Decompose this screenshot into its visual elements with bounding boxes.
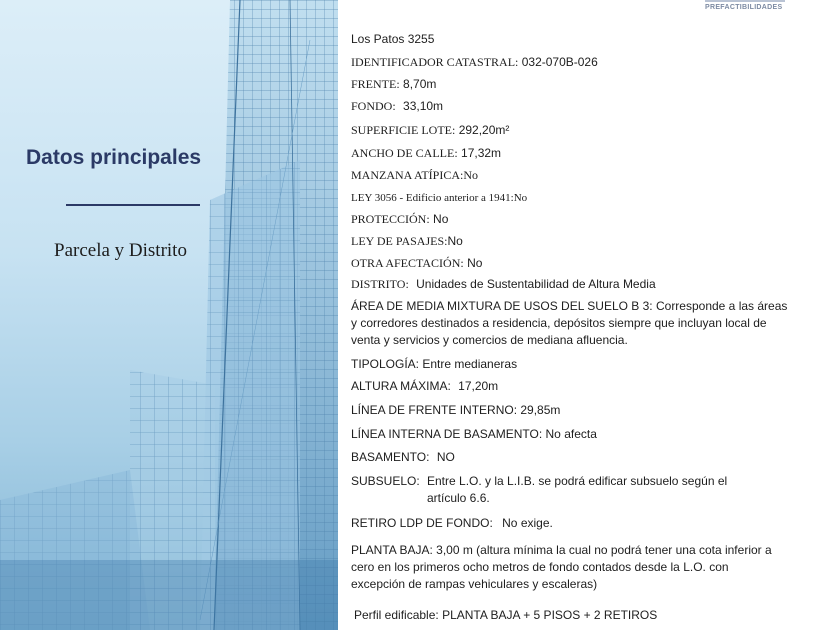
otra-afectacion-row	[351, 255, 821, 272]
section-title: Datos principales	[26, 146, 202, 169]
linea-basamento-value: No afecta	[545, 427, 597, 441]
left-panel	[0, 0, 338, 630]
ley3056-row	[351, 189, 821, 207]
building-illustration	[0, 0, 338, 630]
proteccion-value: No	[433, 212, 449, 226]
perfil-row	[354, 607, 824, 624]
perfil-value: PLANTA BAJA + 5 PISOS + 2 RETIROS	[442, 608, 658, 622]
tipologia-value: Entre medianeras	[422, 357, 518, 371]
altura-row	[351, 378, 821, 395]
frente-label: FRENTE:	[351, 77, 400, 91]
ley-pasajes-row	[351, 233, 821, 250]
perfil-label: Perfil edificable:	[354, 608, 439, 622]
linea-frente-label: LÍNEA DE FRENTE INTERNO:	[351, 403, 518, 417]
proteccion-row	[351, 211, 821, 228]
area-mixtura-line-3: venta y servicios y comercios de mediana afluencia.	[351, 333, 628, 347]
retiro-row	[351, 515, 821, 532]
logo-text: PREFACTIBILIDADES	[705, 0, 785, 14]
tipologia-label: TIPOLOGÍA:	[351, 357, 420, 371]
basamento-row	[351, 449, 821, 466]
linea-frente-value: 29,85m	[520, 403, 561, 417]
area-mixtura-line-1: ÁREA DE MEDIA MIXTURA DE USOS DEL SUELO B 3: Corresponde a las áreas	[351, 299, 788, 313]
proteccion-label: PROTECCIÓN:	[351, 212, 430, 226]
manzana-label: MANZANA ATÍPICA:	[351, 168, 464, 182]
frente-row	[351, 76, 821, 93]
ancho-calle-label: ANCHO DE CALLE:	[351, 146, 458, 160]
subsuelo-block	[351, 473, 821, 507]
subsuelo-line-1: Entre L.O. y la L.I.B. se podrá edificar subsuelo según el	[427, 474, 728, 488]
catastral-value: 032-070B-026	[521, 55, 598, 69]
subsuelo-label: SUBSUELO:	[351, 474, 420, 488]
superficie-value: 292,20m²	[458, 123, 510, 137]
manzana-value: No	[463, 168, 479, 182]
superficie-label: SUPERFICIE LOTE:	[351, 123, 456, 137]
linea-frente-row	[351, 402, 821, 419]
planta-baja-line-1: PLANTA BAJA: 3,00 m (altura mínima la cual no podrá tener una cota inferior a	[351, 543, 772, 557]
planta-baja-line-3: excepción de rampas vehiculares y escaleras)	[351, 577, 598, 591]
address-value: Los Patos 3255	[351, 32, 435, 46]
ley-pasajes-value: No	[447, 234, 463, 248]
catastral-label: IDENTIFICADOR CATASTRAL:	[351, 55, 519, 69]
planta-baja-block	[351, 542, 821, 593]
basamento-value: NO	[436, 450, 455, 464]
subsuelo-text	[427, 473, 727, 507]
ley3056-value: No	[513, 192, 528, 204]
ley-pasajes-label: LEY DE PASAJES:	[351, 234, 448, 248]
basamento-label: BASAMENTO:	[351, 450, 430, 464]
linea-basamento-row	[351, 426, 821, 443]
planta-baja-line-2: cero en los primeros ocho metros de fondo contados desde la L.O. con	[351, 560, 729, 574]
distrito-row	[351, 276, 821, 293]
fondo-value: 33,10m	[403, 99, 444, 113]
retiro-label: RETIRO LDP DE FONDO:	[351, 516, 493, 530]
tipologia-row	[351, 356, 821, 373]
fondo-row	[351, 98, 821, 115]
retiro-value: No exige.	[502, 516, 553, 530]
distrito-value: Unidades de Sustentabilidad de Altura Media	[416, 277, 656, 291]
otra-afectacion-label: OTRA AFECTACIÓN:	[351, 256, 464, 270]
area-mixtura-block	[351, 298, 821, 349]
manzana-row	[351, 167, 821, 184]
ancho-calle-value: 17,32m	[461, 146, 502, 160]
superficie-row	[351, 122, 821, 139]
catastral-row	[351, 54, 821, 71]
altura-value: 17,20m	[458, 379, 499, 393]
altura-label: ALTURA MÁXIMA:	[351, 379, 451, 393]
subsuelo-line-2: artículo 6.6.	[427, 491, 490, 505]
ley3056-label: LEY 3056 - Edificio anterior a 1941:	[351, 192, 514, 204]
title-underline	[66, 204, 200, 206]
ancho-calle-row	[351, 145, 821, 162]
address-row	[351, 31, 821, 48]
section-subtitle: Parcela y Distrito	[54, 240, 187, 261]
area-mixtura-line-2: y corredores destinados a residencia, depósitos siempre que incluyan local de	[351, 316, 767, 330]
distrito-label: DISTRITO:	[351, 277, 409, 291]
otra-afectacion-value: No	[467, 256, 483, 270]
linea-basamento-label: LÍNEA INTERNA DE BASAMENTO:	[351, 427, 543, 441]
fondo-label: FONDO:	[351, 99, 396, 113]
frente-value: 8,70m	[403, 77, 437, 91]
